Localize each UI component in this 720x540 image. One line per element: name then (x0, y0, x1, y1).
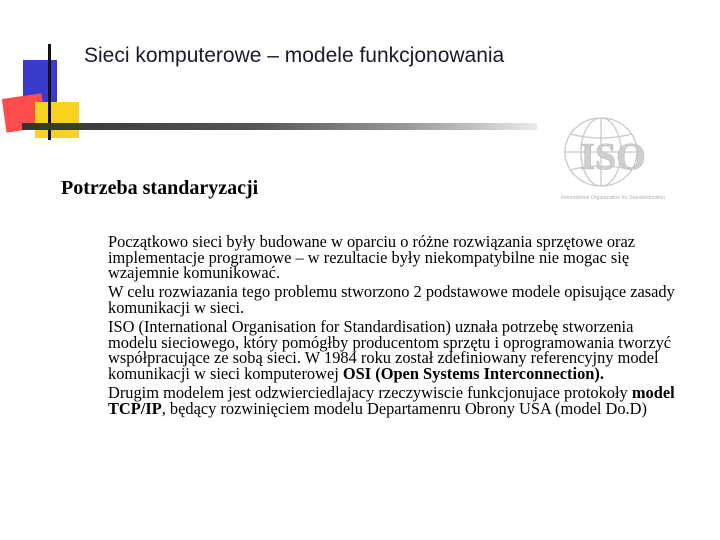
iso-logo (543, 114, 683, 206)
osi-term: OSI (Open Systems Interconnection). (342, 363, 604, 383)
paragraph-4 (108, 385, 683, 416)
paragraph-4-text-start: Drugim modelem jest odzwierciedlajacy rzeczywiscie funkcjonujace protokoły (108, 383, 632, 403)
paragraph-1-text: Początkowo sieci były budowane w oparciu o różne rozwiązania sprzętowe oraz implementacje programowe – w rezultacie były niekompatybilne nie mogac się wzajemnie komunikować. (108, 232, 636, 283)
decor-yellow-square (35, 102, 79, 138)
paragraph-2-text: W celu rozwiazania tego problemu stworzono 2 podstawowe modele opisujące zasady komunikacji w sieci. (108, 282, 675, 317)
paragraph-3 (108, 319, 683, 381)
paragraph-1 (108, 234, 683, 281)
decor-title-underline (22, 123, 537, 130)
section-heading: Potrzeba standaryzacji (61, 177, 259, 199)
iso-logo-text: ISO (580, 136, 646, 178)
iso-logo-caption: International Organization for Standardization (560, 195, 666, 201)
body-text (108, 234, 683, 420)
paragraph-3-text: ISO (International Organisation for Standardisation) uznała potrzebę stworzenia modelu sieciowego, który pomógłby producentom sprzętu i oprogramowania tworzyć współpracujące ze sobą sieci. W 1984 roku został zdefiniowany referencyjny model komunikacji w sieci komputerowej (108, 317, 672, 383)
paragraph-2 (108, 284, 683, 315)
slide-title: Sieci komputerowe – modele funkcjonowania (84, 44, 505, 67)
paragraph-4-text-end: , będący rozwinięciem modelu Departamenru Obrony USA (model Do.D) (161, 398, 647, 418)
tcpip-term: model TCP/IP (108, 383, 675, 418)
